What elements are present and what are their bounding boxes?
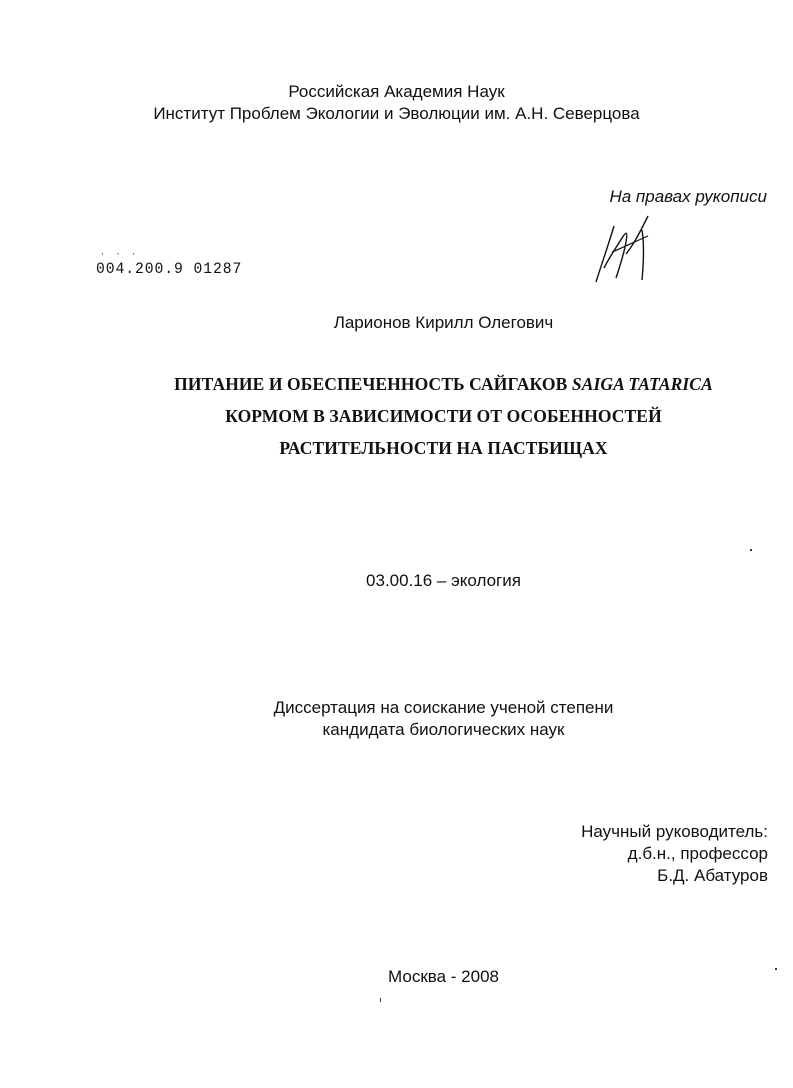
scan-speck — [380, 998, 381, 1002]
scan-speck — [775, 968, 777, 970]
scan-speck — [750, 549, 752, 551]
manuscript-note: На правах рукописи — [609, 187, 767, 206]
title-line-2: КОРМОМ В ЗАВИСИМОСТИ ОТ ОСОБЕННОСТЕЙ — [225, 406, 662, 426]
author-name: Ларионов Кирилл Олегович — [333, 313, 554, 332]
specialty-code: 03.00.16 – экология — [366, 571, 521, 590]
stamp-dots: · · · — [100, 250, 140, 259]
city-year: Москва - 2008 — [388, 967, 499, 986]
advisor-name: Б.Д. Абатуров — [657, 866, 768, 885]
degree-line-1: Диссертация на соискание ученой степени — [273, 698, 614, 717]
title-line-3: РАСТИТЕЛЬНОСТИ НА ПАСТБИЩАХ — [279, 438, 608, 458]
degree-line-2: кандидата биологических наук — [322, 720, 565, 739]
degree-statement — [0, 697, 793, 741]
advisor-label: Научный руководитель: — [581, 822, 768, 841]
academy-name: Российская Академия Наук — [288, 82, 505, 101]
header-organization — [0, 81, 793, 125]
species-name: SAIGA TATARICA — [571, 374, 713, 394]
scientific-advisor — [520, 821, 768, 887]
signature-icon — [582, 208, 672, 288]
advisor-rank: д.б.н., профессор — [627, 844, 768, 863]
dissertation-title — [0, 368, 793, 464]
title-line-1: ПИТАНИЕ И ОБЕСПЕЧЕННОСТЬ САЙГАКОВ SAIGA TATARICA — [174, 374, 713, 394]
registration-stamp: 004.200.9 01287 — [96, 260, 243, 278]
institute-name: Институт Проблем Экологии и Эволюции им. А.Н. Северцова — [153, 104, 640, 123]
